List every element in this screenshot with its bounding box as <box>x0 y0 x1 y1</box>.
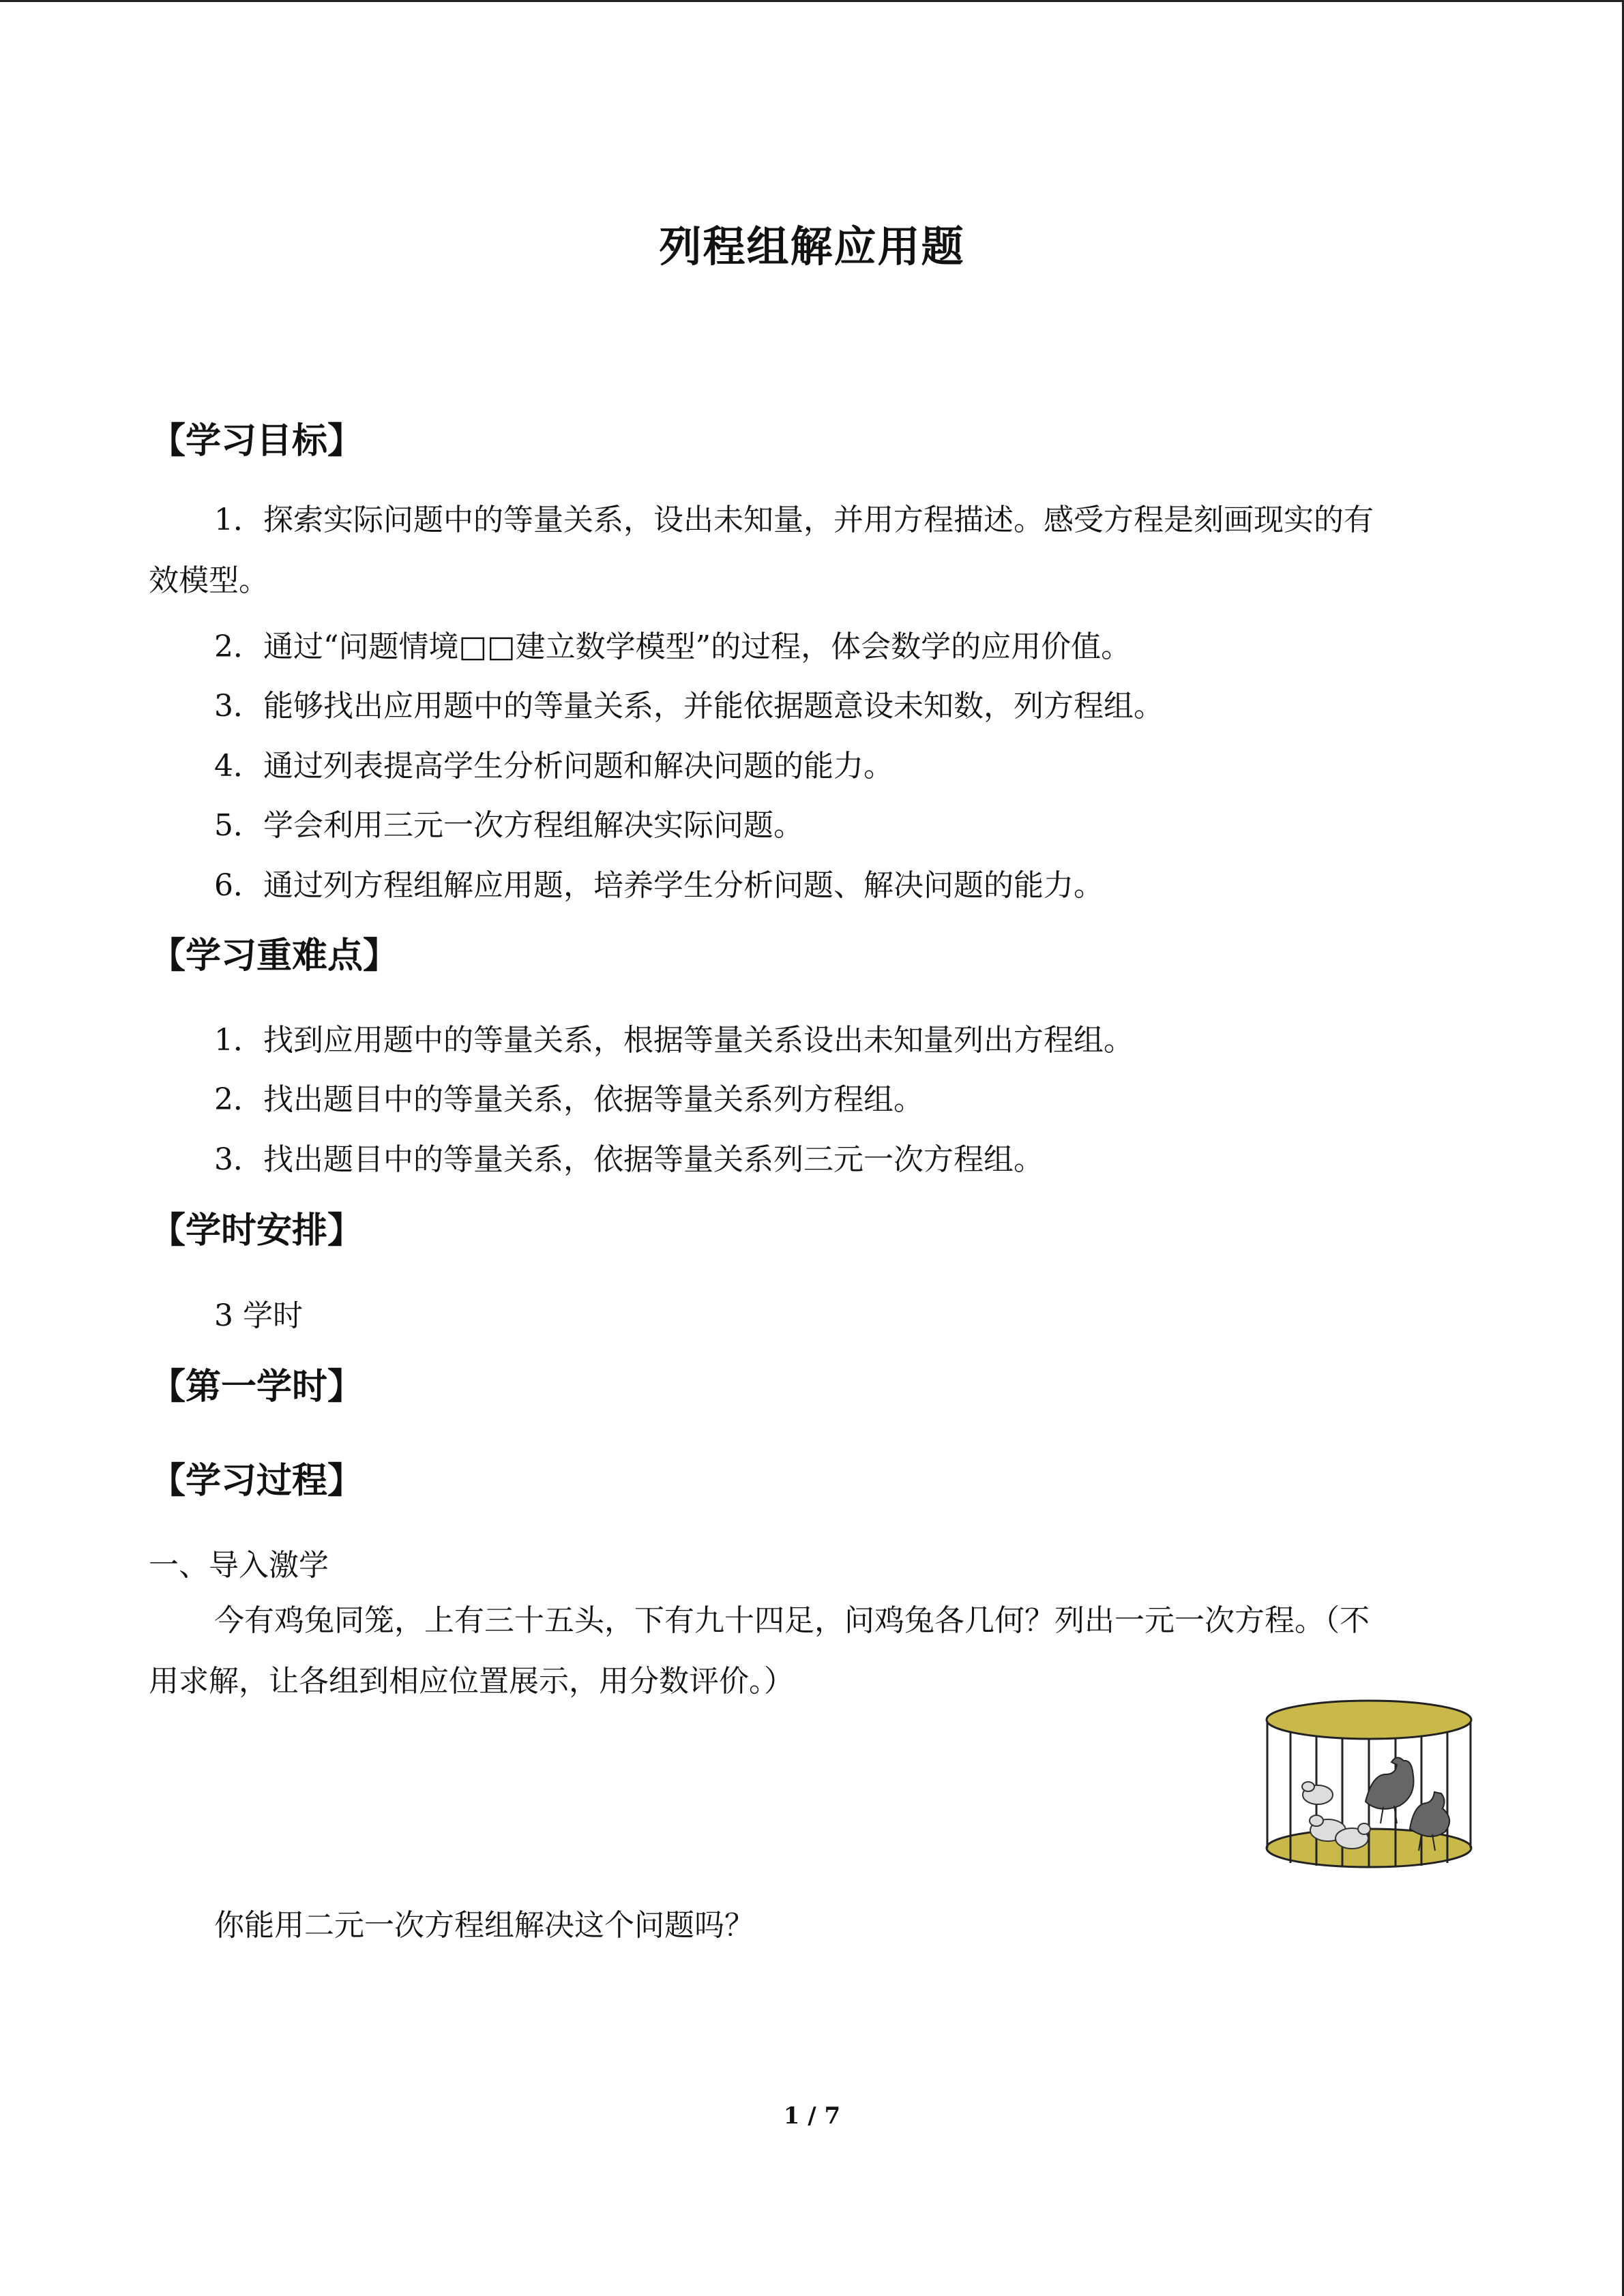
goal-item-3: 3．能够找出应用题中的等量关系，并能依据题意设未知数，列方程组。 <box>214 689 1164 724</box>
goal-item-4: 4．通过列表提高学生分析问题和解决问题的能力。 <box>214 749 894 784</box>
page-top-border <box>0 0 1624 2</box>
process-subheading: 一、导入激学 <box>149 1548 329 1583</box>
page-title: 列程组解应用题 <box>659 222 965 271</box>
schedule-text: 3 学时 <box>214 1298 303 1333</box>
chicken-rabbit-cage-icon <box>1263 1699 1475 1874</box>
section-heading-schedule: 【学时安排】 <box>150 1210 364 1251</box>
goal-item-2: 2．通过“问题情境□□建立数学模型”的过程，体会数学的应用价值。 <box>214 629 1132 664</box>
section-heading-key-points: 【学习重难点】 <box>150 936 399 976</box>
page-number: 1 / 7 <box>783 2102 841 2130</box>
process-paragraph <box>149 1590 1479 1712</box>
process-paragraph-line-2: 用求解，让各组到相应位置展示，用分数评价。） <box>149 1664 794 1699</box>
goal-item-1-line-1: 1．探索实际问题中的等量关系，设出未知量，并用方程描述。感受方程是刻画现实的有 <box>214 503 1374 537</box>
section-heading-goals: 【学习目标】 <box>150 421 364 462</box>
key-point-item-3: 3．找出题目中的等量关系，依据等量关系列三元一次方程组。 <box>214 1142 1044 1177</box>
section-heading-lesson-1: 【第一学时】 <box>150 1367 364 1407</box>
goal-item-5: 5．学会利用三元一次方程组解决实际问题。 <box>214 808 803 843</box>
key-point-item-2: 2．找出题目中的等量关系，依据等量关系列方程组。 <box>214 1082 924 1117</box>
goal-item-1-line-2: 效模型。 <box>149 563 269 598</box>
process-paragraph-line-1: 今有鸡兔同笼，上有三十五头，下有九十四足，问鸡兔各几何？列出一元一次方程。（不 <box>214 1603 1370 1638</box>
section-heading-process: 【学习过程】 <box>150 1461 364 1502</box>
process-question: 你能用二元一次方程组解决这个问题吗？ <box>214 1908 754 1943</box>
key-point-item-1: 1．找到应用题中的等量关系，根据等量关系设出未知量列出方程组。 <box>214 1023 1134 1058</box>
goal-item-6: 6．通过列方程组解应用题，培养学生分析问题、解决问题的能力。 <box>214 868 1104 903</box>
goal-item-1 <box>149 490 1479 611</box>
